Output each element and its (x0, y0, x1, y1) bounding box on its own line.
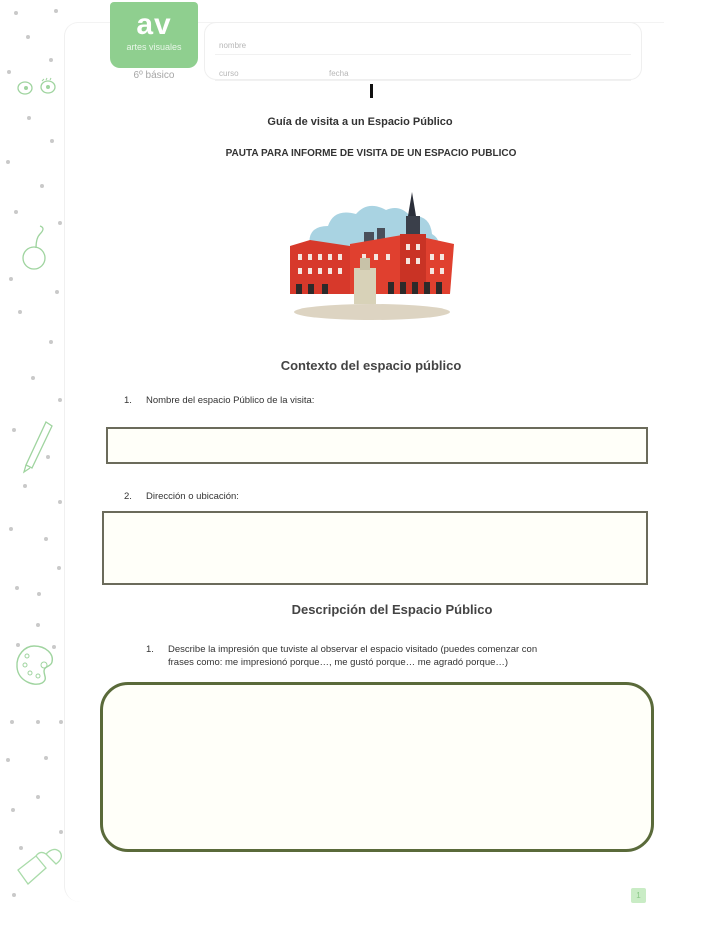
question-name-of-space (124, 394, 314, 407)
logo-subject: artes visuales (126, 42, 182, 52)
plaza-mayor-illustration (282, 188, 462, 328)
decor-dot (36, 623, 40, 627)
decor-dot (12, 893, 16, 897)
question-number: 1. (146, 644, 154, 655)
logo-grade: 6º básico (133, 70, 175, 81)
text-cursor (370, 84, 373, 98)
decor-dot (31, 376, 35, 380)
decor-dot (7, 70, 11, 74)
decor-dot (58, 398, 62, 402)
decor-dot (14, 11, 18, 15)
course-field-label: curso (219, 69, 239, 78)
decor-dot (55, 290, 59, 294)
decor-dot (9, 277, 13, 281)
answer-field-name-of-space[interactable] (106, 427, 648, 464)
decor-dot (15, 586, 19, 590)
palette-icon (14, 643, 56, 687)
question-text: Nombre del espacio Público de la visita: (146, 395, 315, 406)
decor-dot (59, 720, 63, 724)
decor-dot (12, 428, 16, 432)
decor-dot (44, 537, 48, 541)
decor-dot (18, 310, 22, 314)
decor-dot (58, 500, 62, 504)
decor-dot (49, 340, 53, 344)
decor-dot (40, 184, 44, 188)
divider (215, 54, 631, 55)
decor-dot (54, 9, 58, 13)
decor-dot (6, 160, 10, 164)
question-impression (146, 643, 636, 669)
eyes-icon (14, 76, 60, 98)
decor-dot (57, 566, 61, 570)
pencil-icon (20, 418, 54, 474)
answer-field-address[interactable] (102, 511, 648, 585)
question-text-line2: frases como: me impresionó porque…, me gustó porque… me agradó porque…) (168, 657, 509, 668)
page-number: 1 (631, 888, 646, 903)
paint-bucket-icon (14, 840, 66, 890)
decor-dot (58, 221, 62, 225)
section-title-context: Contexto del espacio público (280, 358, 462, 373)
decor-dot (37, 592, 41, 596)
question-text-line1: Describe la impresión que tuviste al observar el espacio visitado (puedes comenzar con (168, 644, 538, 655)
document-title: Guía de visita a un Espacio Público (267, 116, 453, 128)
question-address (124, 490, 239, 503)
name-field-label: nombre (219, 41, 247, 50)
decor-dot (44, 756, 48, 760)
decor-dot (36, 720, 40, 724)
decor-dot (11, 808, 15, 812)
student-info-box (204, 22, 642, 80)
section-title-description: Descripción del Espacio Público (291, 602, 493, 617)
date-field-label: fecha (329, 69, 349, 78)
apple-icon (20, 224, 50, 272)
decor-dot (59, 830, 63, 834)
question-number: 2. (124, 491, 132, 502)
question-number: 1. (124, 395, 132, 406)
decor-dot (49, 58, 53, 62)
document-subtitle: PAUTA PARA INFORME DE VISITA DE UN ESPACIO PUBLICO (225, 148, 517, 159)
decor-dot (23, 484, 27, 488)
decor-dot (26, 35, 30, 39)
decor-dot (14, 210, 18, 214)
divider (215, 80, 631, 81)
question-text: Dirección o ubicación: (146, 491, 239, 502)
answer-field-impression[interactable] (100, 682, 654, 852)
decor-dot (6, 758, 10, 762)
decor-dot (50, 139, 54, 143)
decor-dot (10, 720, 14, 724)
decor-dot (9, 527, 13, 531)
logo-abbrev: av (136, 8, 172, 41)
subject-logo (110, 2, 198, 68)
decor-dot (36, 795, 40, 799)
